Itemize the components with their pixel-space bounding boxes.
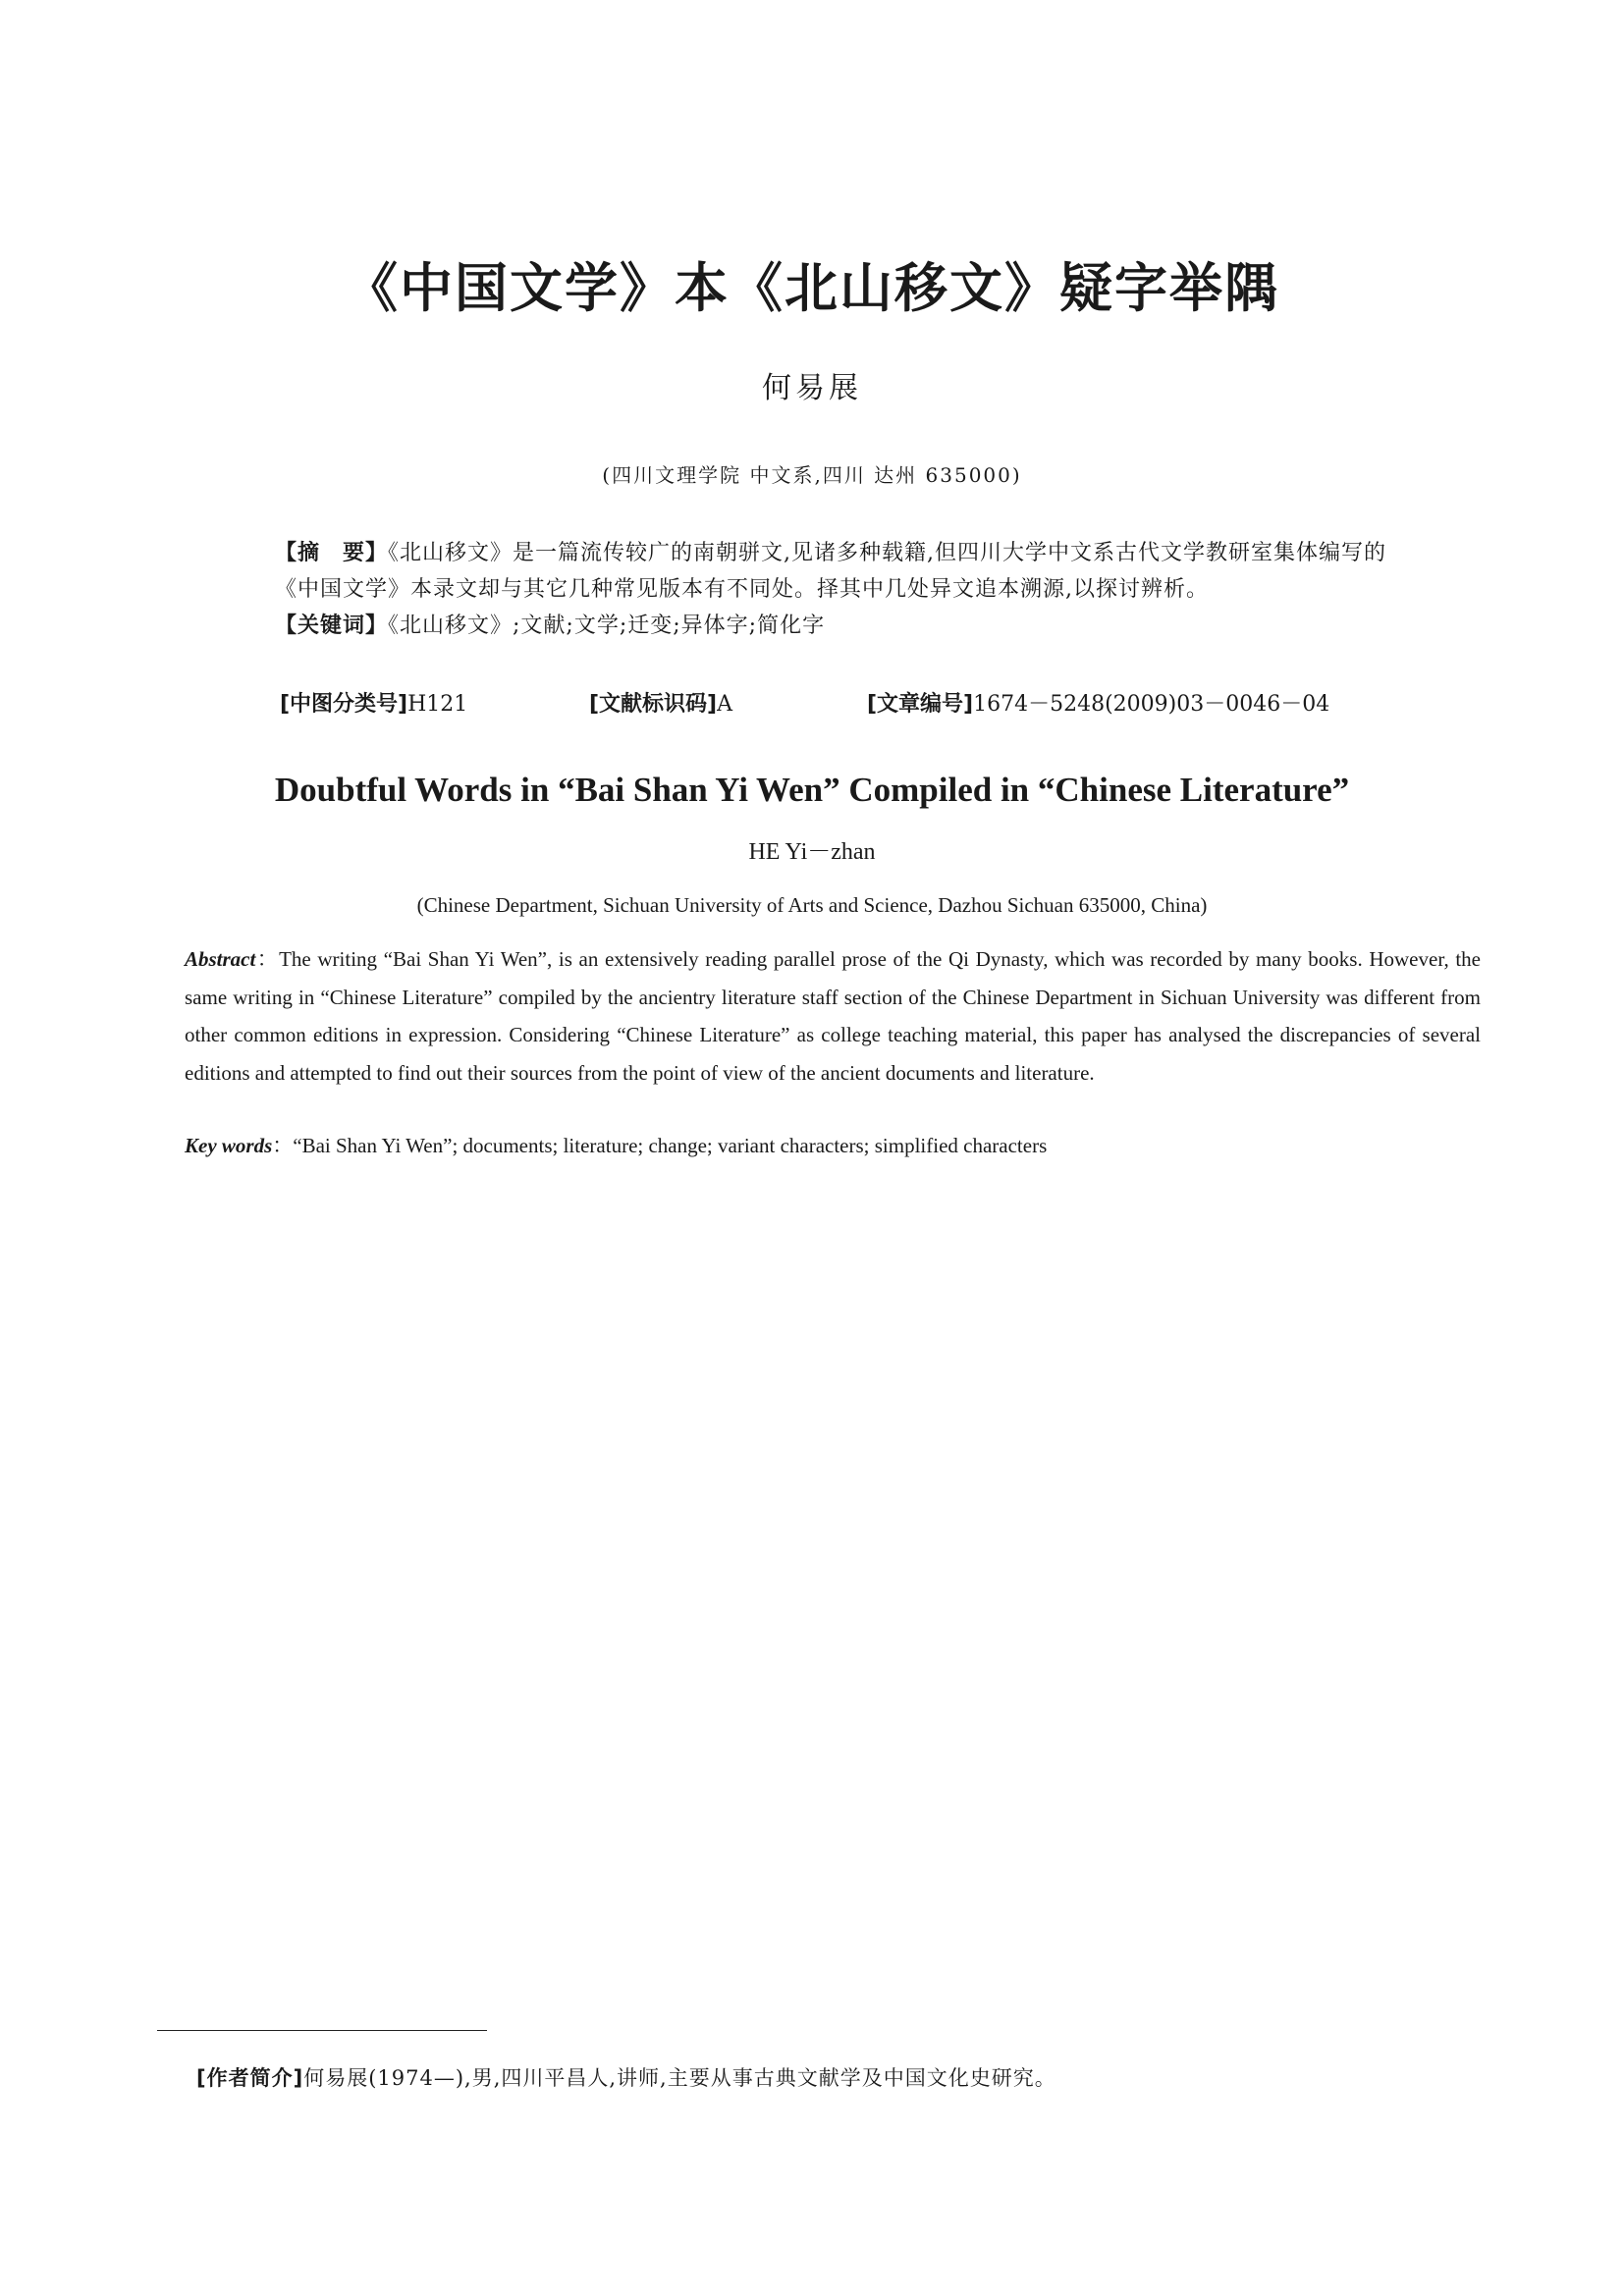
chinese-author: 何易展 [762,371,862,405]
english-title: Doubtful Words in “Bai Shan Yi Wen” Compiled in “Chinese Literature” [274,771,1350,809]
clc-number [280,690,467,720]
english-keywords [185,1131,1481,1160]
english-author: HE Yi－zhan [748,839,876,865]
document-code-label: [文献标识码] [589,692,718,717]
english-keywords-text: “Bai Shan Yi Wen”; documents; literature; change; variant characters; simplified characters [293,1134,1048,1157]
english-abstract-separator: ： [255,947,280,971]
chinese-abstract-text: 《北山移文》是一篇流传较广的南朝骈文,见诸多种载籍,但四川大学中文系古代文学教研室集体编写的《中国文学》本录文却与其它几种常见版本有不同处。择其中几处异文追本溯源,以探讨辨析。 [275,541,1387,602]
footnote-label: [作者简介] [196,2066,304,2090]
footnote-text: 何易展(1974—),男,四川平昌人,讲师,主要从事古典文献学及中国文化史研究。 [303,2066,1056,2090]
article-number-label: [文章编号] [867,692,974,717]
english-affiliation: (Chinese Department, Sichuan University of Arts and Science, Dazhou Sichuan 635000, China) [416,893,1208,917]
article-number-value: 1674－5248(2009)03－0046－04 [973,692,1330,717]
chinese-affiliation: (四川文理学院 中文系,四川 达州 635000) [602,463,1022,487]
english-abstract [185,940,1481,1092]
chinese-abstract [236,535,1394,608]
chinese-title: 《中国文学》本《北山移文》疑字举隅 [345,256,1279,319]
clc-value: H121 [407,692,468,717]
footnote-divider [157,2030,487,2031]
english-abstract-label: Abstract [185,947,256,971]
english-keywords-separator: ： [272,1134,294,1157]
chinese-abstract-block [236,535,1394,644]
english-keywords-label: Key words [185,1134,273,1157]
clc-label: [中图分类号] [280,692,408,717]
author-footnote [196,2063,1473,2093]
chinese-keywords-text: 《北山移文》;文献;文学;迁变;异体字;简化字 [388,614,826,638]
chinese-keywords-label: 【关键词】 [275,614,389,638]
chinese-keywords [236,608,1394,644]
document-code [589,690,732,720]
chinese-abstract-label: 【摘 要】 [275,541,389,565]
document-code-value: A [717,692,733,717]
article-number [867,690,1329,720]
english-abstract-text: The writing “Bai Shan Yi Wen”, is an extensively reading parallel prose of the Qi Dynasty, which was recorded by many books. However, the same writing in “Chinese Literature” compiled by the ancientry literature staff section of the Chinese Department in Sichuan University was different from other common editions in expression. Considering “Chinese Literature” as college teaching material, this paper has analysed the discrepancies of several editions and attempted to find out their sources from the point of view of the ancient documents and literature. [185,947,1482,1085]
